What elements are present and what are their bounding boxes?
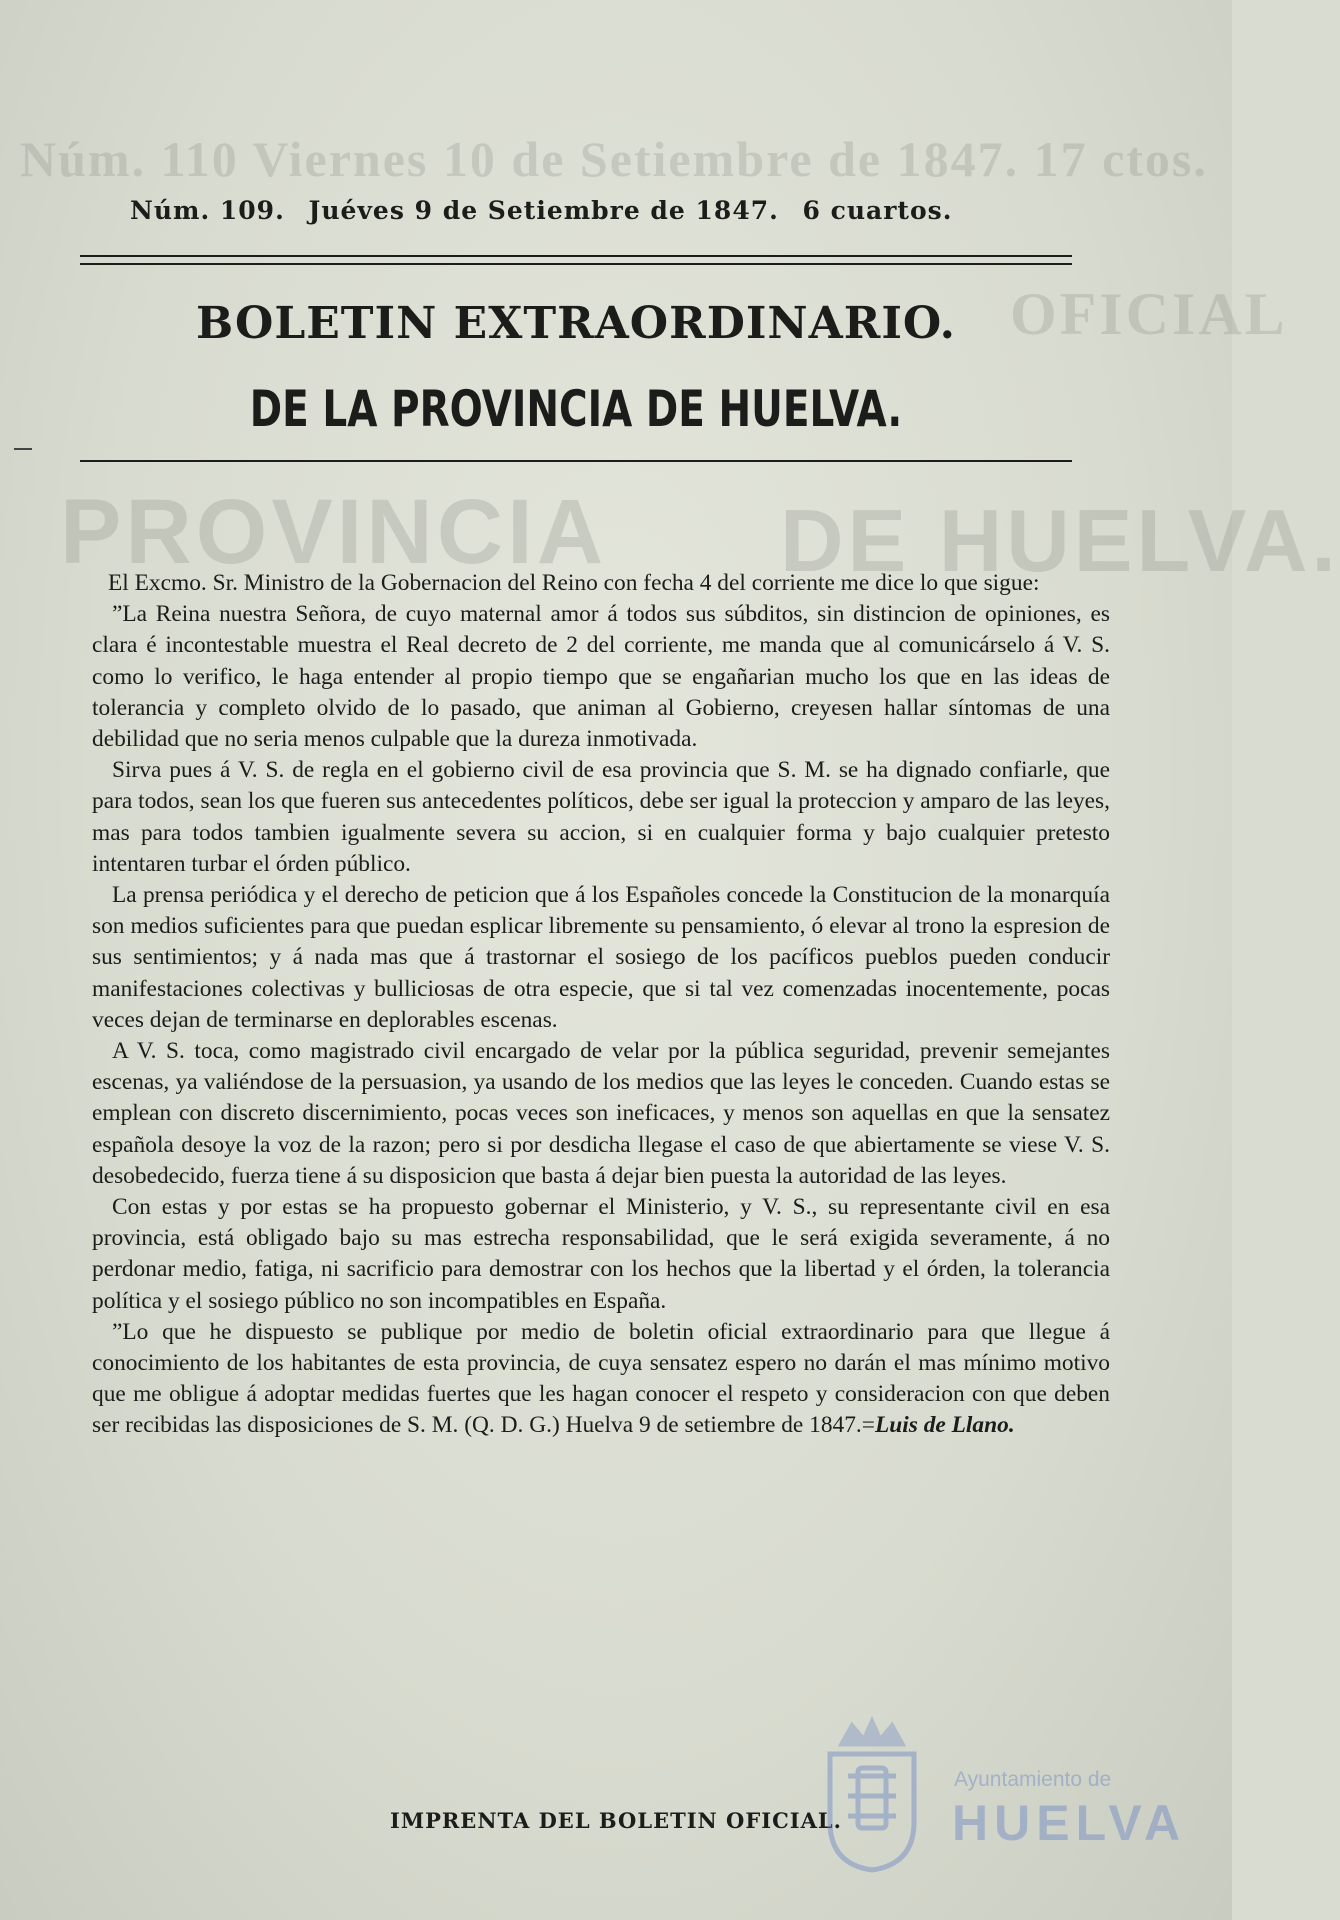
margin-mark xyxy=(14,448,32,458)
bleed-through-oficial: OFICIAL xyxy=(1010,281,1288,347)
masthead-subtitle: DE LA PROVINCIA DE HUELVA. xyxy=(249,380,903,438)
bleed-through-provincia: PROVINCIA xyxy=(60,481,608,583)
issue-line xyxy=(130,196,1030,225)
paragraph: ”La Reina nuestra Señora, de cuyo maternal amor á todos sus súbditos, sin distincion de opiniones, es clara é incontestable muestra el Real decreto de 2 del corriente, me manda que al comunicárselo á V. S. como lo verifico, le haga entender al propio tiempo que se engañarian mucho los que en las ideas de tolerancia y completo olvido de lo pasado, que animan al Gobierno, creyesen hallar síntomas de una debilidad que no seria menos culpable que la dureza inmotivada. xyxy=(92,601,1110,753)
watermark-line2: HUELVA xyxy=(952,1795,1187,1851)
decree-text xyxy=(92,568,1110,1442)
issue-number: Núm. 109. xyxy=(130,196,285,225)
paragraph: A V. S. toca, como magistrado civil encargado de velar por la pública seguridad, prevenir semejantes escenas, ya valiéndose de la persuasion, ya usando de los medios que las leyes le conceden. Cuando estas se emplean con discreto discernimiento, pocas veces son ineficaces, y menos son aquellas en que la sensatez española desoye la voz de la razon; pero si por desdicha llegase el caso de que abiertamente se viese V. S. desobedecido, fuerza tiene á su disposicion que basta á dejar bien puesta la autoridad de las leyes. xyxy=(92,1038,1110,1189)
paragraph-closing xyxy=(92,1317,1110,1442)
issue-price: 6 cuartos. xyxy=(802,196,953,225)
archive-watermark xyxy=(812,1706,1212,1876)
watermark-line1: Ayuntamiento de xyxy=(954,1768,1112,1791)
double-rule xyxy=(80,255,1072,265)
coat-of-arms-icon xyxy=(812,1714,932,1874)
bleed-through-issue-line: Núm. 110 Viernes 10 de Setiembre de 1847. 17 ctos. xyxy=(20,131,1208,187)
paragraph-intro: El Excmo. Sr. Ministro de la Gobernacion del Reino con fecha 4 del corriente me dice lo que sigue: xyxy=(108,570,1040,596)
paragraph: Sirva pues á V. S. de regla en el gobierno civil de esa provincia que S. M. se ha dignado confiarle, que para todos, sean los que fueren sus antecedentes políticos, debe ser igual la proteccion y amparo de las leyes, mas para todos tambien igualmente severa su accion, si en cualquier forma y bajo cualquier pretesto intentaren turbar el órden público. xyxy=(92,757,1110,877)
paragraph: Con estas y por estas se ha propuesto gobernar el Ministerio, y V. S., su representante civil en esa provincia, está obligado bajo su mas estrecha responsabilidad, que le será exigida severamente, á no perdonar medio, fatiga, ni sacrificio para demostrar con los hechos que la libertad y el órden, la tolerancia política y el sosiego público no son incompatibles en España. xyxy=(92,1194,1110,1314)
bleed-through-huelva: DE HUELVA. xyxy=(780,491,1340,590)
printer-imprint: IMPRENTA DEL BOLETIN OFICIAL. xyxy=(390,1808,842,1833)
closing-text: ”Lo que he dispuesto se publique por medio de boletin oficial extraordinario para que llegue á conocimiento de los habitantes de esta provincia, de cuya sensatez espero no darán el mas mínimo motivo que me obligue á adoptar medidas fuertes que les hagan conocer el respeto y consideracion con que deben ser recibidas las disposiciones de S. M. (Q. D. G.) Huelva 9 de setiembre de 1847.= xyxy=(92,1318,1110,1439)
masthead-title: BOLETIN EXTRAORDINARIO. xyxy=(196,298,956,349)
issue-date: Juéves 9 de Setiembre de 1847. xyxy=(308,196,779,225)
title-rule xyxy=(80,460,1072,462)
paragraph: La prensa periódica y el derecho de peticion que á los Españoles concede la Constitucion de la monarquía son medios suficientes para que puedan esplicar libremente su pensamiento, ó elevar al trono la espresion de sus sentimientos; y á nada mas que á trastornar el sosiego de los pacíficos pueblos pueden conducir manifestaciones colectivas y bulliciosas de otra especie, que si tal vez comenzadas inocentemente, pocas veces dejan de terminarse en deplorables escenas. xyxy=(92,882,1110,1033)
signature: Luis de Llano. xyxy=(874,1412,1015,1439)
